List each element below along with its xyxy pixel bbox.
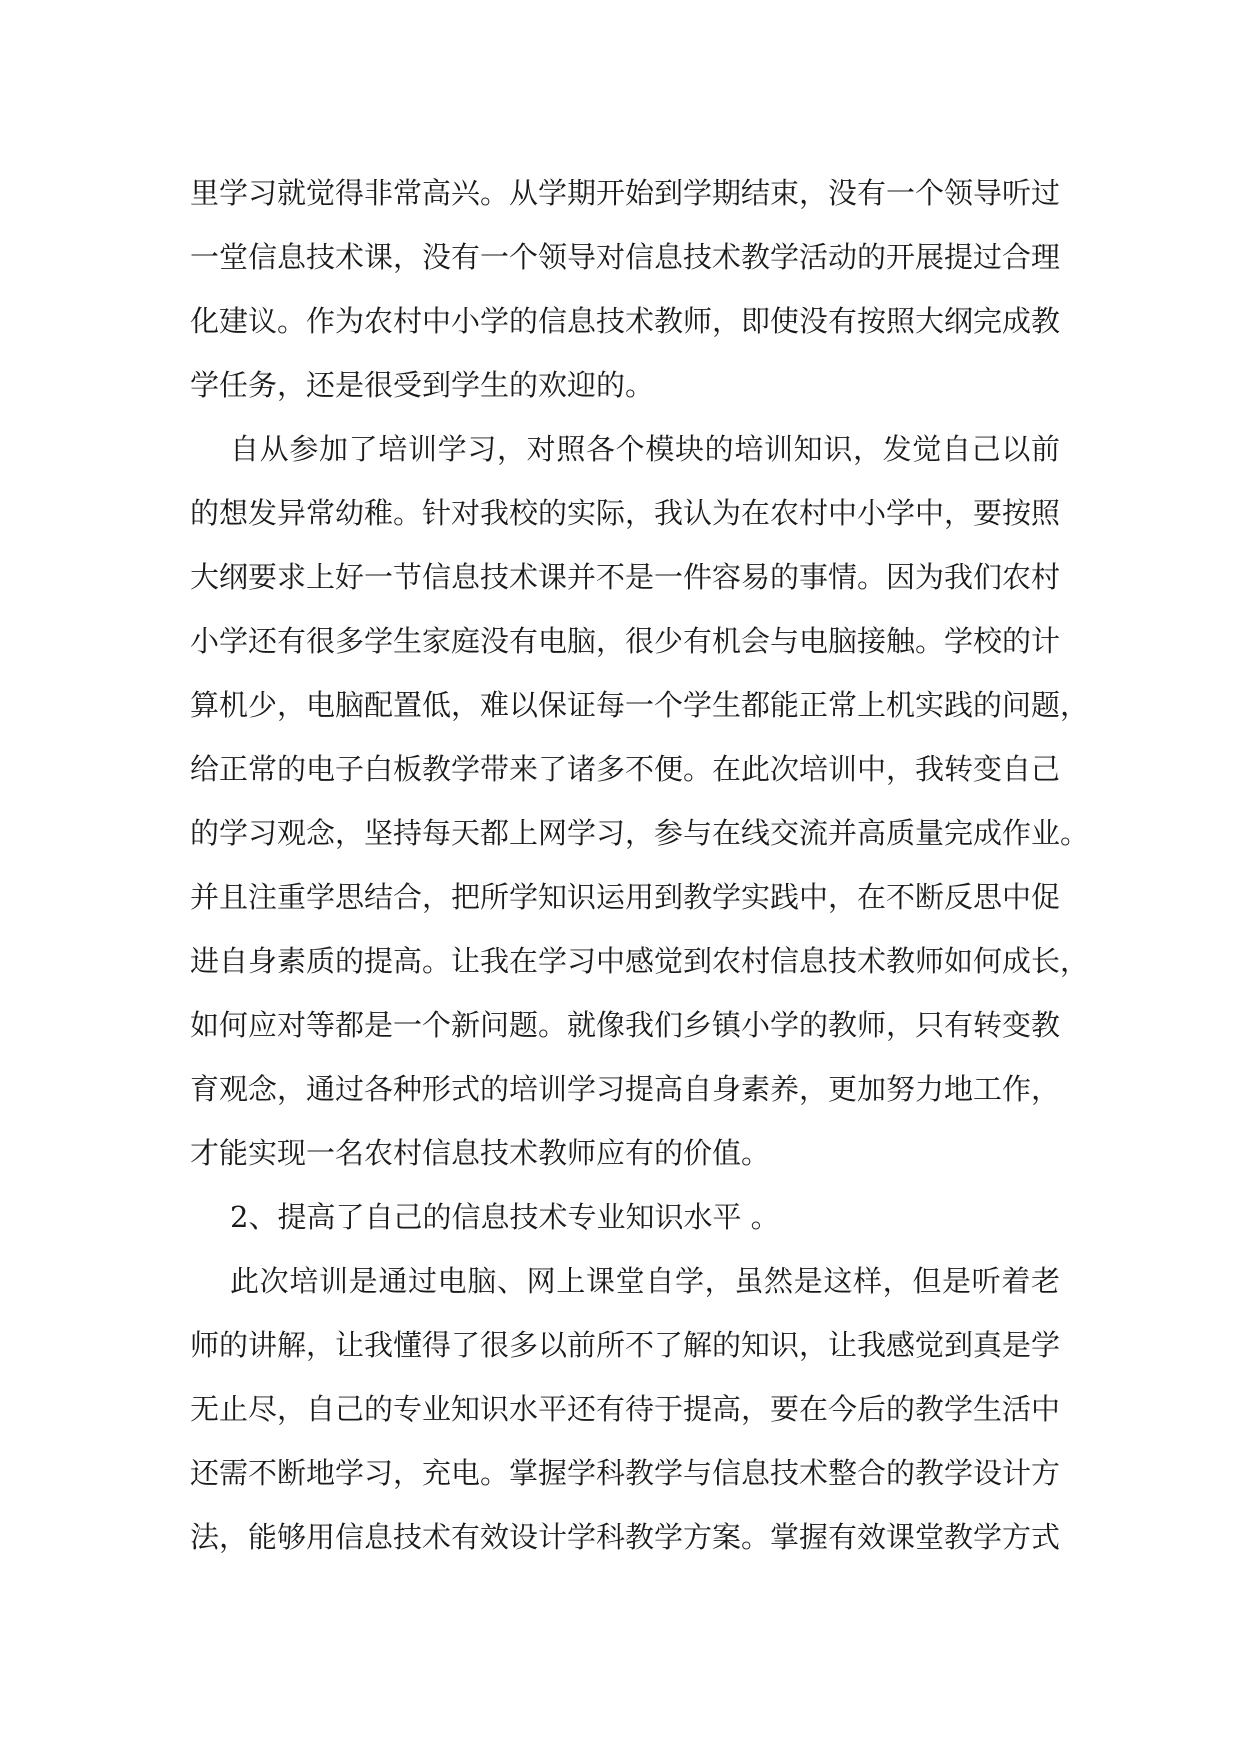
text-line: 大纲要求上好一节信息技术课并不是一件容易的事情。因为我们农村 [190, 560, 1061, 594]
text-line: 学任务，还是很受到学生的欢迎的。 [190, 368, 655, 402]
text-line: 还需不断地学习，充电。掌握学科教学与信息技术整合的教学设计方 [190, 1456, 1061, 1490]
document-body [190, 161, 1090, 1569]
text-line: 一堂信息技术课，没有一个领导对信息技术教学活动的开展提过合理 [190, 240, 1061, 274]
text-line: 如何应对等都是一个新问题。就像我们乡镇小学的教师，只有转变教 [190, 1008, 1061, 1042]
text-line: 此次培训是通过电脑、网上课堂自学，虽然是这样，但是听着老 [230, 1264, 1060, 1298]
text-line: 给正常的电子白板教学带来了诸多不便。在此次培训中，我转变自己 [190, 752, 1061, 786]
text-line: 师的讲解，让我懂得了很多以前所不了解的知识，让我感觉到真是学 [190, 1328, 1061, 1362]
text-line: 化建议。作为农村中小学的信息技术教师，即使没有按照大纲完成教 [190, 304, 1061, 338]
text-line: 并且注重学思结合，把所学知识运用到教学实践中，在不断反思中促 [190, 880, 1061, 914]
text-line: 才能实现一名农村信息技术教师应有的价值。 [190, 1136, 771, 1170]
text-line: 2、提高了自己的信息技术专业知识水平 。 [230, 1200, 780, 1234]
text-line: 法，能够用信息技术有效设计学科教学方案。掌握有效课堂教学方式 [190, 1520, 1061, 1554]
text-line: 自从参加了培训学习，对照各个模块的培训知识，发觉自己以前 [230, 432, 1060, 466]
text-line: 小学还有很多学生家庭没有电脑，很少有机会与电脑接触。学校的计 [190, 624, 1061, 658]
text-line: 进自身素质的提高。让我在学习中感觉到农村信息技术教师如何成长， [190, 944, 1090, 978]
text-line: 里学习就觉得非常高兴。从学期开始到学期结束，没有一个领导听过 [190, 176, 1061, 210]
text-line: 的学习观念，坚持每天都上网学习，参与在线交流并高质量完成作业。 [190, 816, 1090, 850]
text-line: 育观念，通过各种形式的培训学习提高自身素养，更加努力地工作， [190, 1072, 1061, 1106]
text-line: 的想发异常幼稚。针对我校的实际，我认为在农村中小学中，要按照 [190, 496, 1061, 530]
text-line: 算机少，电脑配置低，难以保证每一个学生都能正常上机实践的问题， [190, 688, 1090, 722]
text-line: 无止尽，自己的专业知识水平还有待于提高，要在今后的教学生活中 [190, 1392, 1061, 1426]
